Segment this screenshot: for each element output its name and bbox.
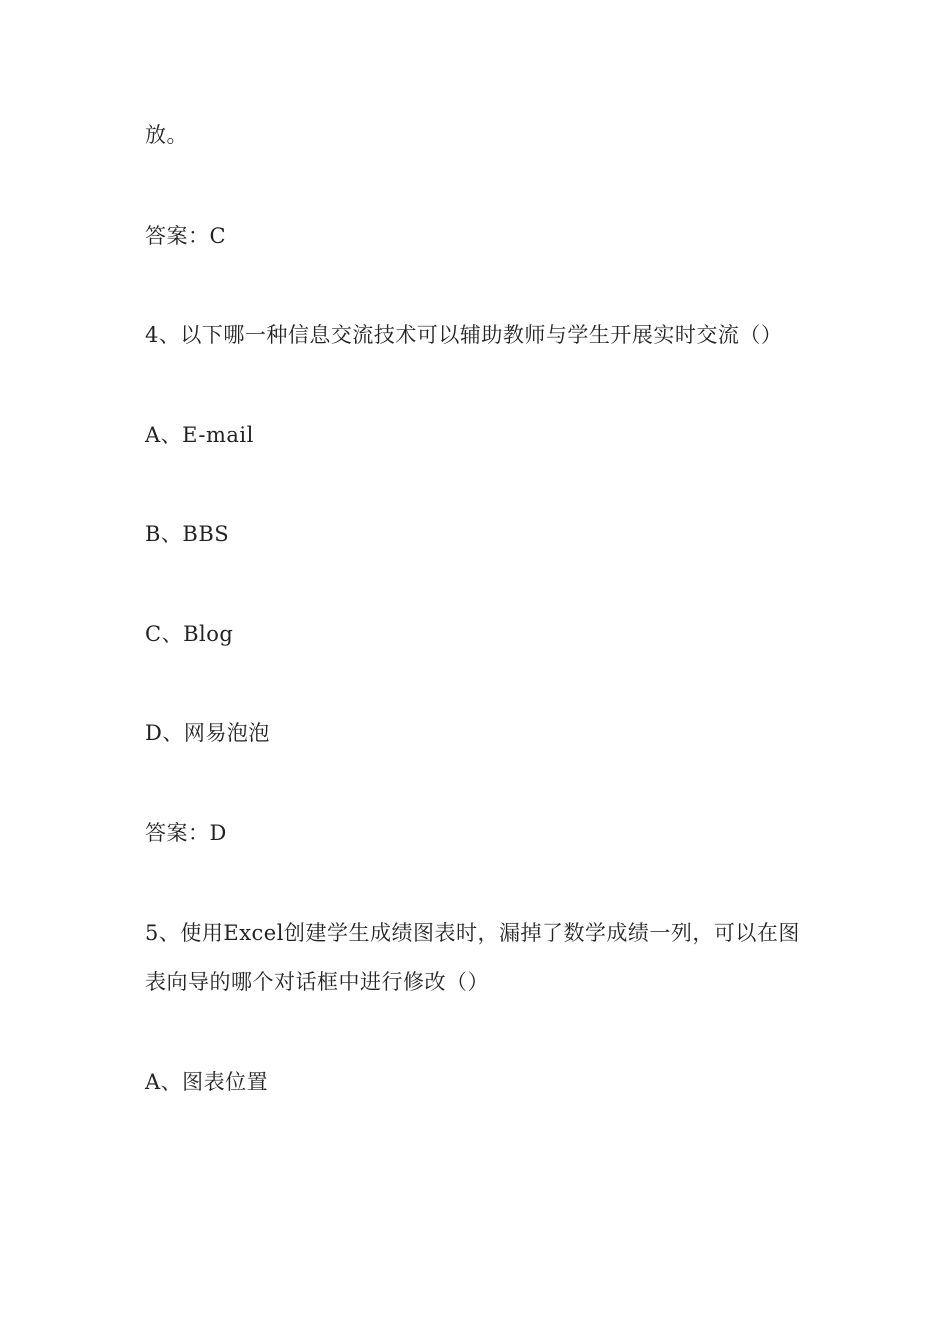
question-4: 4、以下哪一种信息交流技术可以辅助教师与学生开展实时交流（） bbox=[145, 323, 783, 347]
option-c-q4: C、Blog bbox=[145, 622, 234, 646]
question-5-line-1: 5、使用Excel创建学生成绩图表时，漏掉了数学成绩一列，可以在图 bbox=[145, 921, 800, 945]
answer-q4: 答案：D bbox=[145, 821, 227, 845]
option-a-q4: A、E-mail bbox=[145, 423, 254, 447]
option-a-q5: A、图表位置 bbox=[145, 1070, 269, 1094]
option-b-q4: B、BBS bbox=[145, 522, 230, 546]
option-d-q4: D、网易泡泡 bbox=[145, 721, 270, 745]
text-line-continuation: 放。 bbox=[145, 123, 188, 147]
question-5-line-2: 表向导的哪个对话框中进行修改（） bbox=[145, 970, 489, 994]
answer-q3: 答案：C bbox=[145, 224, 227, 248]
